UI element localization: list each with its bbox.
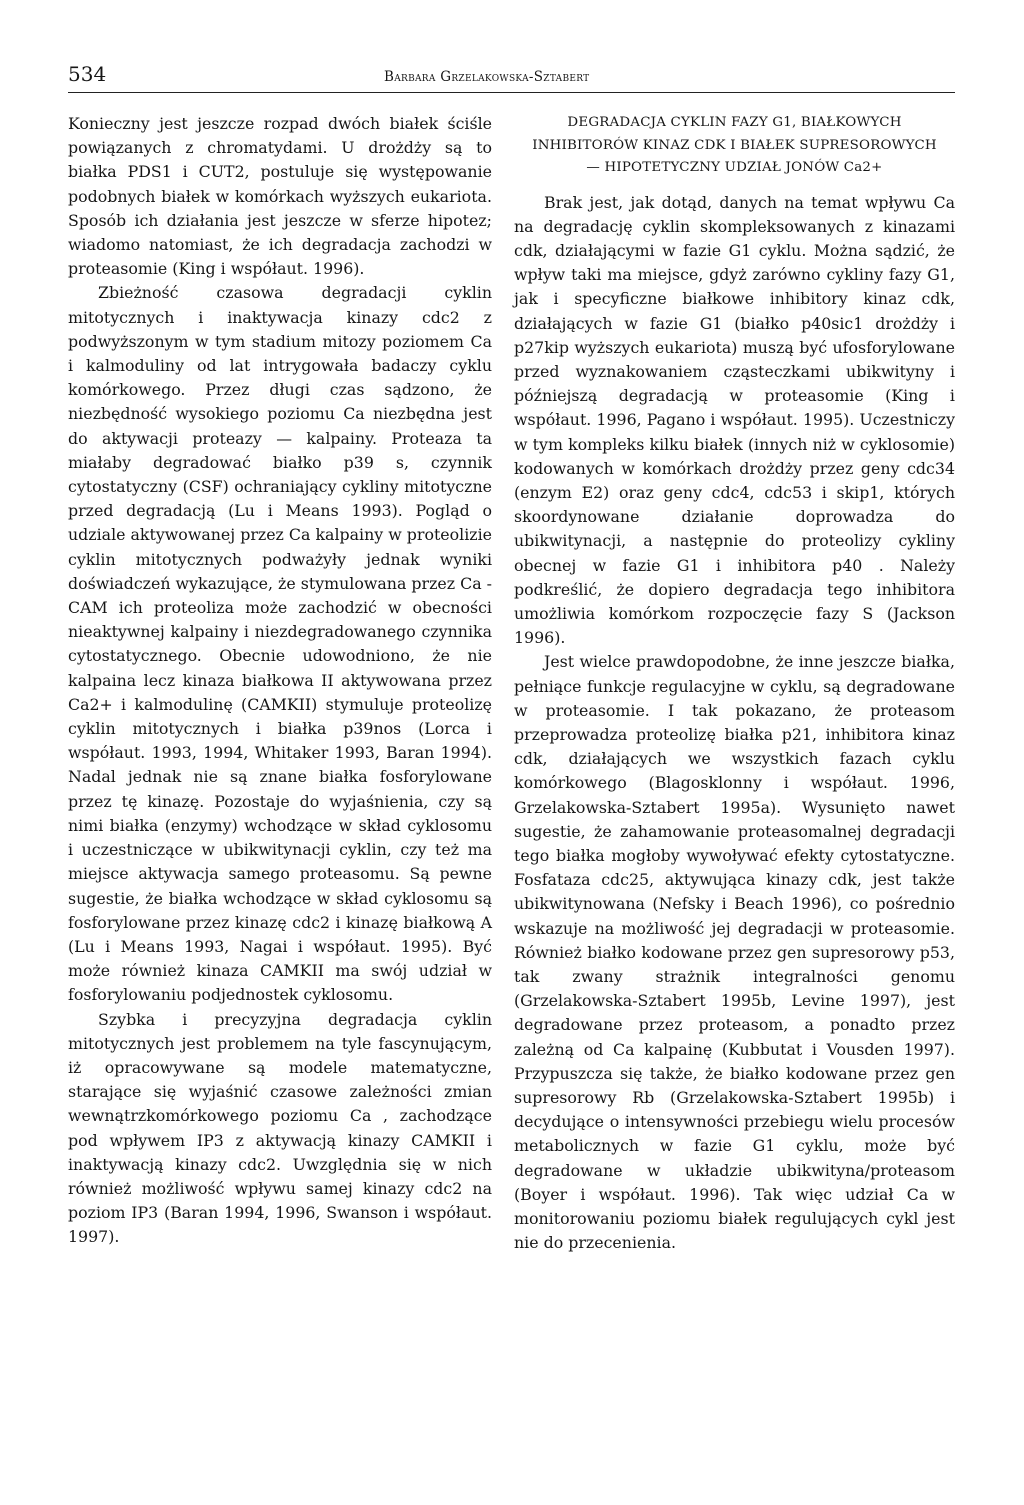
section-heading-line: DEGRADACJA CYKLIN FAZY G1, BIAŁKOWYCH xyxy=(567,115,902,130)
paragraph: Szybka i precyzyjna degradacja cyklin mitotycznych jest problemem na tyle fascynującym, iż opracowywane są modele matematyczne, starające się wyjaśnić czasowe zależności zmian wewnątrzkomórkowego poziomu Ca , zachodzące pod wpływem IP3 z aktywacją kinazy CAMKII i inaktywacją kinazy cdc2. Uwzględnia się w nich również możliwość wpływu samej kinazy cdc2 na poziom IP3 (Baran 1994, 1996, Swanson i współaut. 1997). xyxy=(68,1009,492,1247)
paragraph: Zbieżność czasowa degradacji cyklin mitotycznych i inaktywacja kinazy cdc2 z podwyższonym w tym stadium mitozy poziomem Ca i kalmoduliny od lat intrygowała badaczy cyklu komórkowego. Przez długi czas sądzono, że niezbędność wysokiego poziomu Ca niezbędna jest do aktywacji proteazy — kalpainy. Proteaza ta miałaby degradować białko p39 s, czynnik cytostatyczny (CSF) ochraniający cykliny mitotyczne przed degradacją (Lu i Means 1993). Pogląd o udziale aktywowanej przez Ca kalpainy w proteolizie cyklin mitotycznych podważyły jednak wyniki doświadczeń wykazujące, że stymulowana przez Ca - CAM ich proteoliza może zachodzić w obecności nieaktywnej kalpainy i niezdegradowanego czynnika cytostatycznego. Obecnie udowodniono, że nie kalpaina lecz kinaza białkowa II aktywowana przez Ca2+ i kalmodulinę (CAMKII) stymuluje proteolizę cyklin mitotycznych i białka p39nos (Lorca i współaut. 1993, 1994, Whitaker 1993, Baran 1994). Nadal jednak nie są znane białka fosforylowane przez tę kinazę. Pozostaje do wyjaśnienia, czy są nimi białka (enzymy) wchodzące w skład cyklosomu i uczestniczące w ubikwitynacji cyklin, czy też ma miejsce aktywacja samego proteasomu. Są pewne sugestie, że białka wchodzące w skład cyklosomu są fosforylowane przez kinazę cdc2 i kinazę białkową A (Lu i Means 1993, Nagai i współaut. 1995). Być może również kinaza CAMKII ma swój udział w fosforylowaniu podjednostek cyklosomu. xyxy=(68,283,492,1005)
page-header xyxy=(68,58,955,93)
paragraph: Konieczny jest jeszcze rozpad dwóch białek ściśle powiązanych z chromatydami. U drożdży są to białka PDS1 i CUT2, postuluje się występowanie podobnych białek w komórkach wyższych eukariota. Sposób ich działania jest jeszcze w sferze hipotez; wiadomo natomiast, że ich degradacja zachodzi w proteasomie (King i współaut. 1996). xyxy=(68,114,492,279)
left-column xyxy=(68,112,492,1250)
paragraph: Brak jest, jak dotąd, danych na temat wpływu Ca na degradację cyklin skompleksowanych z kinazami cdk, działającymi w fazie G1 cyklu. Można sądzić, że wpływ taki ma miejsce, gdyż zarówno cykliny fazy G1, jak i specyficzne białkowe inhibitory kinaz cdk, działających w fazie G1 (białko p40sic1 drożdży i p27kip wyższych eukariota) muszą być ufosforylowane przed wyznakowaniem cząsteczkami ubikwityny i późniejszą degradacją w proteasomie (King i współaut. 1996, Pagano i współaut. 1995). Uczestniczy w tym kompleks kilku białek (innych niż w cyklosomie) kodowanych w komórkach drożdży przez geny cdc34 (enzym E2) oraz geny cdc4, cdc53 i skip1, których skoordynowane działanie doprowadza do ubikwitynacji, a następnie do proteolizy cykliny obecnej w fazie G1 i inhibitora p40 . Należy podkreślić, że dopiero degradacja tego inhibitora umożliwia komórkom rozpoczęcie fazy S (Jackson 1996). xyxy=(514,192,955,648)
paragraph: Jest wielce prawdopodobne, że inne jeszcze białka, pełniące funkcje regulacyjne w cyklu, są degradowane w proteasomie. I tak pokazano, że proteasom przeprowadza proteolizę białka p21, inhibitora kinaz cdk, działających we wszystkich fazach cyklu komórkowego (Blagosklonny i współaut. 1996, Grzelakowska-Sztabert 1995a). Wysunięto nawet sugestie, że zahamowanie proteasomalnej degradacji tego białka mogłoby wywoływać efekty cytostatyczne. Fosfataza cdc25, aktywująca kinazy cdk, jest także ubikwitynowana (Nefsky i Beach 1996), co pośrednio wskazuje na możliwość jej degradacji w proteasomie. Również białko kodowane przez gen supresorowy p53, tak zwany strażnik integralności genomu (Grzelakowska-Sztabert 1995b, Levine 1997), jest degradowane przez proteasom, a ponadto przez zależną od Ca kalpainę (Kubbutat i Vousden 1997). Przypuszcza się także, że białko kodowane przez gen supresorowy Rb (Grzelakowska-Sztabert 1995b) i decydujące o intensywności przebiegu wielu procesów metabolicznych w fazie G1 cyklu, może być degradowane w układzie ubikwityna/proteasom (Boyer i współaut. 1996). Tak więc udział Ca w monitorowaniu poziomu białek regulujących cykl jest nie do przecenienia. xyxy=(514,652,955,1253)
section-heading-line: — HIPOTETYCZNY UDZIAŁ JONÓW Ca2+ xyxy=(586,160,883,175)
right-column xyxy=(514,112,955,1255)
running-head: Barbara Grzelakowska-Sztabert xyxy=(384,69,590,85)
section-heading xyxy=(514,112,955,180)
page-number: 534 xyxy=(68,62,107,86)
section-heading-line: INHIBITORÓW KINAZ CDK I BIAŁEK SUPRESOROWYCH xyxy=(532,137,937,153)
